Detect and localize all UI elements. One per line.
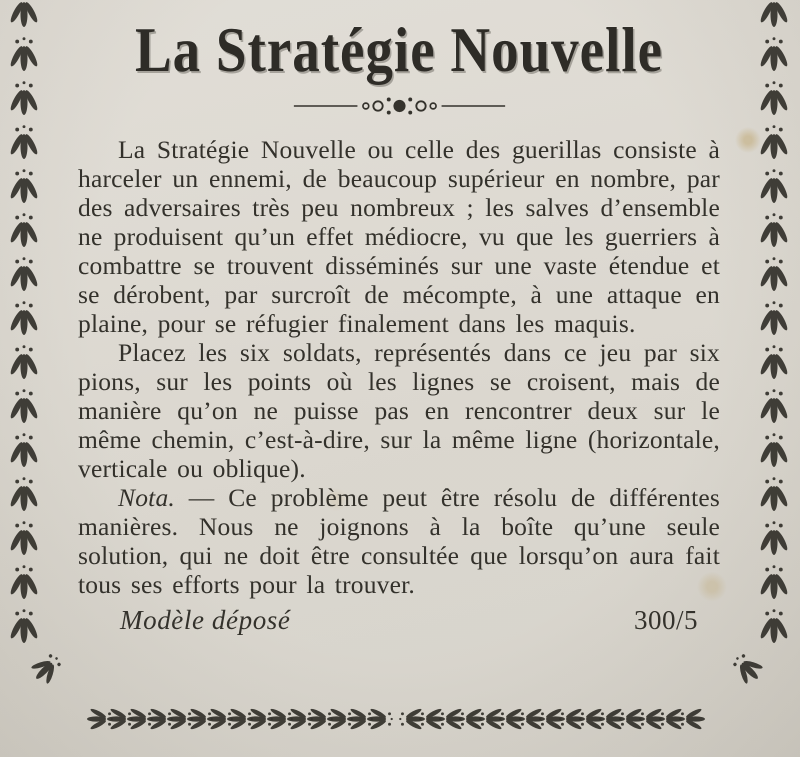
nota-label: Nota. — [118, 483, 175, 513]
leaf-sprig-icon — [362, 706, 398, 732]
leaf-sprig-icon — [7, 75, 41, 121]
leaf-sprig-icon — [7, 119, 41, 165]
page-title: La Stratégie Nouvelle — [134, 14, 664, 86]
leaf-sprig-icon — [7, 603, 41, 649]
footer — [78, 605, 720, 636]
leaf-sprig-icon — [7, 207, 41, 253]
leaf-sprig-icon — [757, 295, 791, 341]
leaf-sprig-icon — [7, 339, 41, 385]
leaf-sprig-icon — [7, 383, 41, 429]
leaf-sprig-icon — [7, 251, 41, 297]
leaf-sprig-icon — [757, 119, 791, 165]
paragraph-intro: La Stratégie Nouvelle ou celle des guerillas consiste à harceler un ennemi, de beaucoup supérieur en nombre, par des adversaires très peu nombreux ; les salves d’ensemble ne produisent qu’un effet médiocre, vu que les guerriers à combattre se trouvent disséminés sur une vaste étendue et se dérobent, par surcroît de mécompte, à une attaque en plaine, pour se réfugier finalement dans les maquis. — [78, 135, 720, 339]
leaf-sprig-icon — [7, 427, 41, 473]
bottom-border-right-run — [396, 699, 708, 739]
leaf-sprig-icon — [7, 295, 41, 341]
beaded-rule-icon — [292, 93, 507, 119]
bottom-border-left-run — [84, 699, 396, 739]
leaf-sprig-icon — [757, 207, 791, 253]
leaf-sprig-icon — [757, 339, 791, 385]
page-content — [78, 0, 720, 636]
leaf-sprig-icon — [757, 75, 791, 121]
bottom-leaf-border — [84, 699, 708, 739]
leaf-sprig-icon — [757, 0, 791, 33]
leaf-sprig-icon — [757, 471, 791, 517]
paragraph-placement: Placez les six soldats, représentés dans ce jeu par six pions, sur les points où les lignes se croisent, mais de manière qu’on ne puisse pas en rencontrer deux sur le même chemin, c’est-à-dire, sur la même ligne (horizontale, verticale ou oblique). — [78, 338, 720, 484]
leaf-sprig-icon — [674, 706, 710, 732]
leaf-sprig-icon — [7, 163, 41, 209]
leaf-sprig-icon — [757, 163, 791, 209]
leaf-sprig-icon — [7, 471, 41, 517]
leaf-sprig-icon — [757, 31, 791, 77]
reference-number: 300/5 — [633, 605, 698, 636]
leaf-sprig-icon — [7, 0, 41, 33]
leaf-sprig-icon — [757, 427, 791, 473]
leaf-sprig-icon — [7, 515, 41, 561]
leaf-sprig-icon — [757, 383, 791, 429]
leaf-sprig-icon — [757, 559, 791, 605]
leaf-sprig-icon — [757, 603, 791, 649]
leaf-sprig-icon — [7, 31, 41, 77]
leaf-sprig-icon — [7, 559, 41, 605]
paragraph-nota — [78, 483, 720, 599]
body-text — [78, 135, 720, 599]
title-divider — [78, 93, 720, 119]
right-leaf-border — [757, 0, 791, 688]
leaf-sprig-icon — [757, 251, 791, 297]
leaf-sprig-icon — [757, 515, 791, 561]
nota-body: — Ce problème peut être résolu de différentes manières. Nous ne joignons à la boîte qu’une seule solution, qui ne doit être consultée que lorsqu’on aura fait tous ses efforts pour la trouver. — [78, 483, 720, 600]
left-leaf-border — [7, 0, 41, 688]
model-deposit-label: Modèle déposé — [120, 605, 291, 636]
